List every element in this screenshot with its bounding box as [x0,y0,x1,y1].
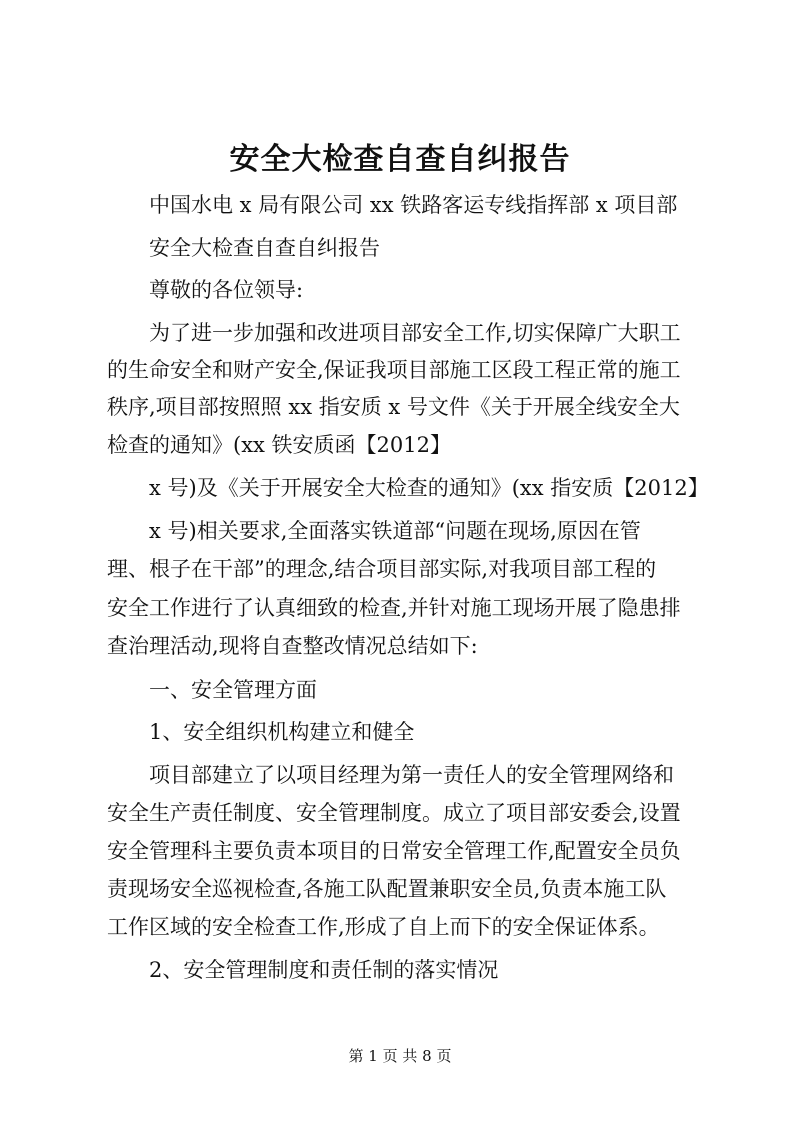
paragraph-line: 安全管理科主要负责本项目的日常安全管理工作,配置安全员负 [107,839,681,863]
paragraph-line: 查治理活动,现将自查整改情况总结如下: [107,634,478,658]
paragraph-line: 理、根子在干部”的理念,结合项目部实际,对我项目部工程的 [107,557,657,581]
paragraph-line: 责现场安全巡视检查,各施工队配置兼职安全员,负责本施工队 [107,877,667,901]
subsection-heading: 2、安全管理制度和责任制的落实情况 [149,958,499,982]
section-heading: 一、安全管理方面 [149,678,317,702]
report-subtitle: 安全大检查自查自纠报告 [149,236,380,260]
salutation: 尊敬的各位领导: [149,278,304,302]
paragraph-line: 工作区域的安全检查工作,形成了自上而下的安全保证体系。 [107,915,660,939]
paragraph-line: 秩序,项目部按照照 xx 指安质 x 号文件《关于开展全线安全大 [107,395,680,419]
paragraph-line: 安全生产责任制度、安全管理制度。成立了项目部安委会,设置 [107,801,681,825]
paragraph-line: x 号)相关要求,全面落实铁道部“问题在现场,原因在管 [149,519,641,543]
paragraph-line: x 号)及《关于开展安全大检查的通知》(xx 指安质【2012】 [149,476,709,500]
paragraph-line: 项目部建立了以项目经理为第一责任人的安全管理网络和 [149,763,674,787]
document-title: 安全大检查自查自纠报告 [229,142,571,177]
paragraph-line: 的生命安全和财产安全,保证我项目部施工区段工程正常的施工 [107,358,681,382]
paragraph-line: 检查的通知》(xx 铁安质函【2012】 [107,433,451,457]
page-footer: 第 1 页 共 8 页 [348,1047,452,1065]
paragraph-line: 安全工作进行了认真细致的检查,并针对施工现场开展了隐患排 [107,596,681,620]
paragraph-line: 为了进一步加强和改进项目部安全工作,切实保障广大职工 [149,321,681,345]
org-header-line: 中国水电 x 局有限公司 xx 铁路客运专线指挥部 x 项目部 [149,193,678,217]
subsection-heading: 1、安全组织机构建立和健全 [149,720,415,744]
